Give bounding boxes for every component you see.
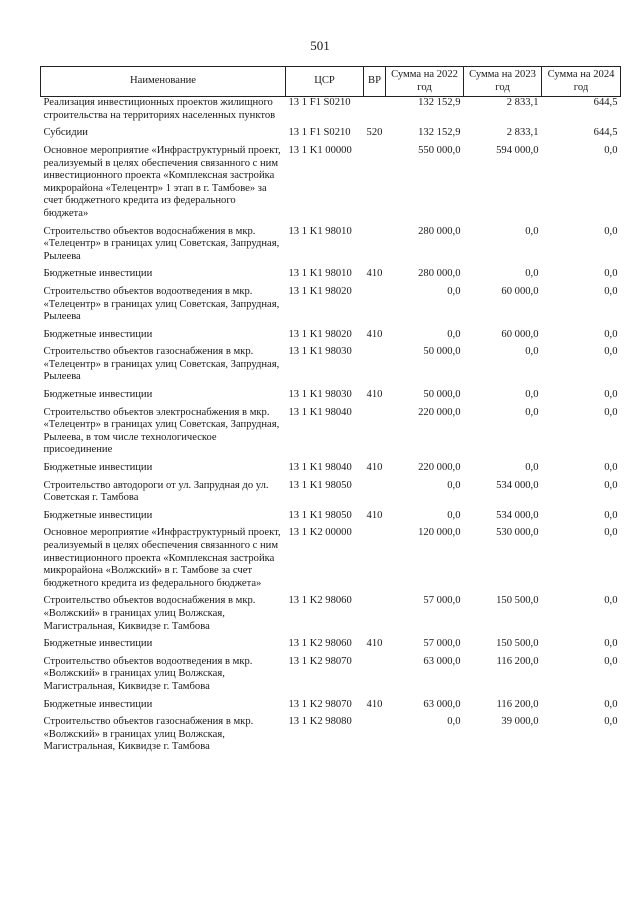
table-row (41, 480, 621, 510)
row-name: Бюджетные инвестиции (43, 509, 153, 521)
row-name: Строительство автодороги от ул. Запрудная до ул. Советская г. Тамбова (43, 479, 269, 504)
row-vr: 410 (366, 328, 383, 340)
row-sum-2024: 0,0 (604, 346, 618, 358)
row-csr: 13 1 K2 98060 (288, 595, 352, 607)
row-sum-2023: 530 000,0 (496, 527, 539, 539)
table-row (41, 97, 621, 128)
row-sum-2023: 60 000,0 (501, 328, 539, 340)
row-sum-2022: 63 000,0 (423, 655, 461, 667)
row-csr: 13 1 K1 98040 (288, 462, 352, 474)
row-sum-2022: 280 000,0 (418, 225, 461, 237)
row-sum-2022: 0,0 (447, 716, 461, 728)
row-sum-2023: 2 833,1 (506, 97, 539, 109)
table-row (41, 286, 621, 329)
row-vr: 410 (366, 509, 383, 521)
row-name: Бюджетные инвестиции (43, 268, 153, 280)
row-vr (364, 716, 386, 759)
row-name: Строительство объектов газоснабжения в мкр. «Телецентр» в границах улиц Советская, Запрудная, Рылеева (43, 346, 280, 383)
row-sum-2022: 0,0 (447, 509, 461, 521)
row-sum-2022: 50 000,0 (423, 346, 461, 358)
row-sum-2024: 0,0 (604, 509, 618, 521)
row-sum-2023: 116 200,0 (496, 655, 539, 667)
row-sum-2022: 220 000,0 (418, 406, 461, 418)
row-sum-2022: 0,0 (447, 285, 461, 297)
row-name: Строительство объектов водоснабжения в мкр. «Телецентр» в границах улиц Советская, Запрудная, Рылеева (43, 225, 280, 262)
table-row (41, 527, 621, 595)
row-sum-2023: 0,0 (525, 406, 539, 418)
table-row (41, 716, 621, 759)
row-sum-2024: 0,0 (604, 716, 618, 728)
row-csr: 13 1 K1 98020 (288, 328, 352, 340)
row-sum-2023: 0,0 (525, 346, 539, 358)
row-csr: 13 1 K2 00000 (288, 527, 352, 539)
row-name: Бюджетные инвестиции (43, 698, 153, 710)
table-row (41, 638, 621, 656)
row-name: Бюджетные инвестиции (43, 638, 153, 650)
row-vr (364, 527, 386, 595)
table-row (41, 407, 621, 462)
table-row (41, 510, 621, 528)
row-csr: 13 1 K2 98060 (288, 638, 352, 650)
table-row (41, 329, 621, 347)
table-row (41, 346, 621, 389)
row-sum-2024: 0,0 (604, 655, 618, 667)
row-vr (364, 226, 386, 269)
page-number: 501 (310, 38, 330, 53)
table-row (41, 226, 621, 269)
row-sum-2024: 0,0 (604, 638, 618, 650)
row-sum-2023: 594 000,0 (496, 144, 539, 156)
row-csr: 13 1 K1 98010 (288, 268, 352, 280)
row-sum-2024: 0,0 (604, 268, 618, 280)
row-csr: 13 1 K1 98040 (288, 406, 352, 418)
row-sum-2022: 50 000,0 (423, 389, 461, 401)
row-sum-2024: 0,0 (604, 698, 618, 710)
row-sum-2024: 0,0 (604, 406, 618, 418)
row-vr: 410 (366, 389, 383, 401)
table-row (41, 389, 621, 407)
header-2022: Сумма на 2022 год (386, 67, 464, 97)
row-sum-2022: 550 000,0 (418, 144, 461, 156)
row-vr: 520 (366, 127, 383, 139)
row-csr: 13 1 K2 98080 (288, 716, 352, 728)
row-name: Строительство объектов электроснабжения в мкр. «Телецентр» в границах улиц Советская, Запрудная, Рылеева, в том числе технологическое присоединение (43, 406, 280, 456)
row-name: Основное мероприятие «Инфраструктурный проект, реализуемый в целях обеспечения связанного с ним инвестиционного проекта «Комплексная застройка микрорайона «Волжский» в г. Тамбове за счет бюджетного кредита из федерального бюджета» (43, 527, 281, 589)
row-sum-2024: 0,0 (604, 462, 618, 474)
table-row (41, 268, 621, 286)
row-vr (364, 286, 386, 329)
table-row (41, 699, 621, 717)
row-vr: 410 (366, 268, 383, 280)
row-csr: 13 1 K2 98070 (288, 655, 352, 667)
row-vr: 410 (366, 462, 383, 474)
row-sum-2022: 0,0 (447, 479, 461, 491)
row-csr: 13 1 K1 98020 (288, 285, 352, 297)
row-sum-2023: 0,0 (525, 268, 539, 280)
row-sum-2024: 0,0 (604, 225, 618, 237)
table-row (41, 656, 621, 699)
row-sum-2022: 57 000,0 (423, 638, 461, 650)
budget-table (40, 66, 621, 759)
row-name: Субсидии (43, 127, 88, 139)
row-sum-2024: 0,0 (604, 328, 618, 340)
row-sum-2024: 0,0 (604, 144, 618, 156)
row-sum-2023: 0,0 (525, 462, 539, 474)
row-name: Бюджетные инвестиции (43, 462, 153, 474)
row-sum-2024: 0,0 (604, 527, 618, 539)
row-vr: 410 (366, 638, 383, 650)
row-sum-2024: 644,5 (593, 97, 618, 109)
header-name: Наименование (41, 67, 286, 97)
row-csr: 13 1 K1 00000 (288, 144, 352, 156)
row-vr (364, 595, 386, 638)
row-sum-2022: 132 152,9 (418, 97, 461, 109)
row-sum-2023: 0,0 (525, 389, 539, 401)
row-sum-2022: 132 152,9 (418, 127, 461, 139)
row-csr: 13 1 F1 S0210 (288, 97, 351, 109)
table-row (41, 462, 621, 480)
row-vr (364, 407, 386, 462)
header-2023: Сумма на 2023 год (464, 67, 542, 97)
row-sum-2023: 150 500,0 (496, 595, 539, 607)
header-2024: Сумма на 2024 год (542, 67, 621, 97)
row-csr: 13 1 K1 98050 (288, 479, 352, 491)
row-sum-2023: 534 000,0 (496, 509, 539, 521)
row-sum-2024: 644,5 (593, 127, 618, 139)
row-sum-2023: 60 000,0 (501, 285, 539, 297)
row-vr: 410 (366, 698, 383, 710)
row-csr: 13 1 K1 98010 (288, 225, 352, 237)
row-csr: 13 1 K1 98030 (288, 389, 352, 401)
row-sum-2023: 116 200,0 (496, 698, 539, 710)
row-sum-2023: 39 000,0 (501, 716, 539, 728)
header-vr: ВР (364, 67, 386, 97)
row-name: Строительство объектов водоснабжения в мкр. «Волжский» в границах улиц Волжская, Магистральная, Киквидзе г. Тамбова (43, 595, 256, 632)
row-sum-2024: 0,0 (604, 389, 618, 401)
row-vr (364, 346, 386, 389)
row-sum-2022: 57 000,0 (423, 595, 461, 607)
table-row (41, 145, 621, 226)
row-sum-2023: 2 833,1 (506, 127, 539, 139)
row-name: Основное мероприятие «Инфраструктурный проект, реализуемый в целях обеспечения связанного с ним инвестиционного проекта «Комплексная застройка микрорайона «Телецентр» 1 этап в г. Тамбове» за счет бюджетного кредита из федерального бюджета» (43, 144, 281, 219)
row-sum-2022: 220 000,0 (418, 462, 461, 474)
row-name: Бюджетные инвестиции (43, 328, 153, 340)
row-sum-2023: 534 000,0 (496, 479, 539, 491)
row-name: Реализация инвестиционных проектов жилищного строительства на территориях населенных пунктов (43, 97, 276, 121)
row-sum-2022: 120 000,0 (418, 527, 461, 539)
row-sum-2023: 0,0 (525, 225, 539, 237)
row-csr: 13 1 K2 98070 (288, 698, 352, 710)
row-sum-2022: 63 000,0 (423, 698, 461, 710)
row-sum-2024: 0,0 (604, 595, 618, 607)
table-row (41, 595, 621, 638)
row-csr: 13 1 K1 98030 (288, 346, 352, 358)
row-name: Строительство объектов водоотведения в мкр. «Телецентр» в границах улиц Советская, Запрудная, Рылеева (43, 285, 280, 323)
row-name: Строительство объектов водоотведения в мкр. «Волжский» в границах улиц Волжская, Магистральная, Киквидзе г. Тамбова (43, 655, 253, 692)
row-vr (364, 656, 386, 699)
row-sum-2023: 150 500,0 (496, 638, 539, 650)
header-csr: ЦСР (286, 67, 364, 97)
row-vr (364, 145, 386, 226)
row-sum-2024: 0,0 (604, 479, 618, 491)
row-sum-2022: 280 000,0 (418, 268, 461, 280)
row-vr (364, 480, 386, 510)
row-name: Строительство объектов газоснабжения в мкр. «Волжский» в границах улиц Волжская, Магистральная, Киквидзе г. Тамбова (43, 716, 254, 753)
header-row (41, 67, 621, 97)
row-vr (364, 97, 386, 128)
row-csr: 13 1 K1 98050 (288, 509, 352, 521)
table-row (41, 127, 621, 145)
row-csr: 13 1 F1 S0210 (288, 127, 351, 139)
row-sum-2022: 0,0 (447, 328, 461, 340)
row-sum-2024: 0,0 (604, 285, 618, 297)
row-name: Бюджетные инвестиции (43, 389, 153, 401)
